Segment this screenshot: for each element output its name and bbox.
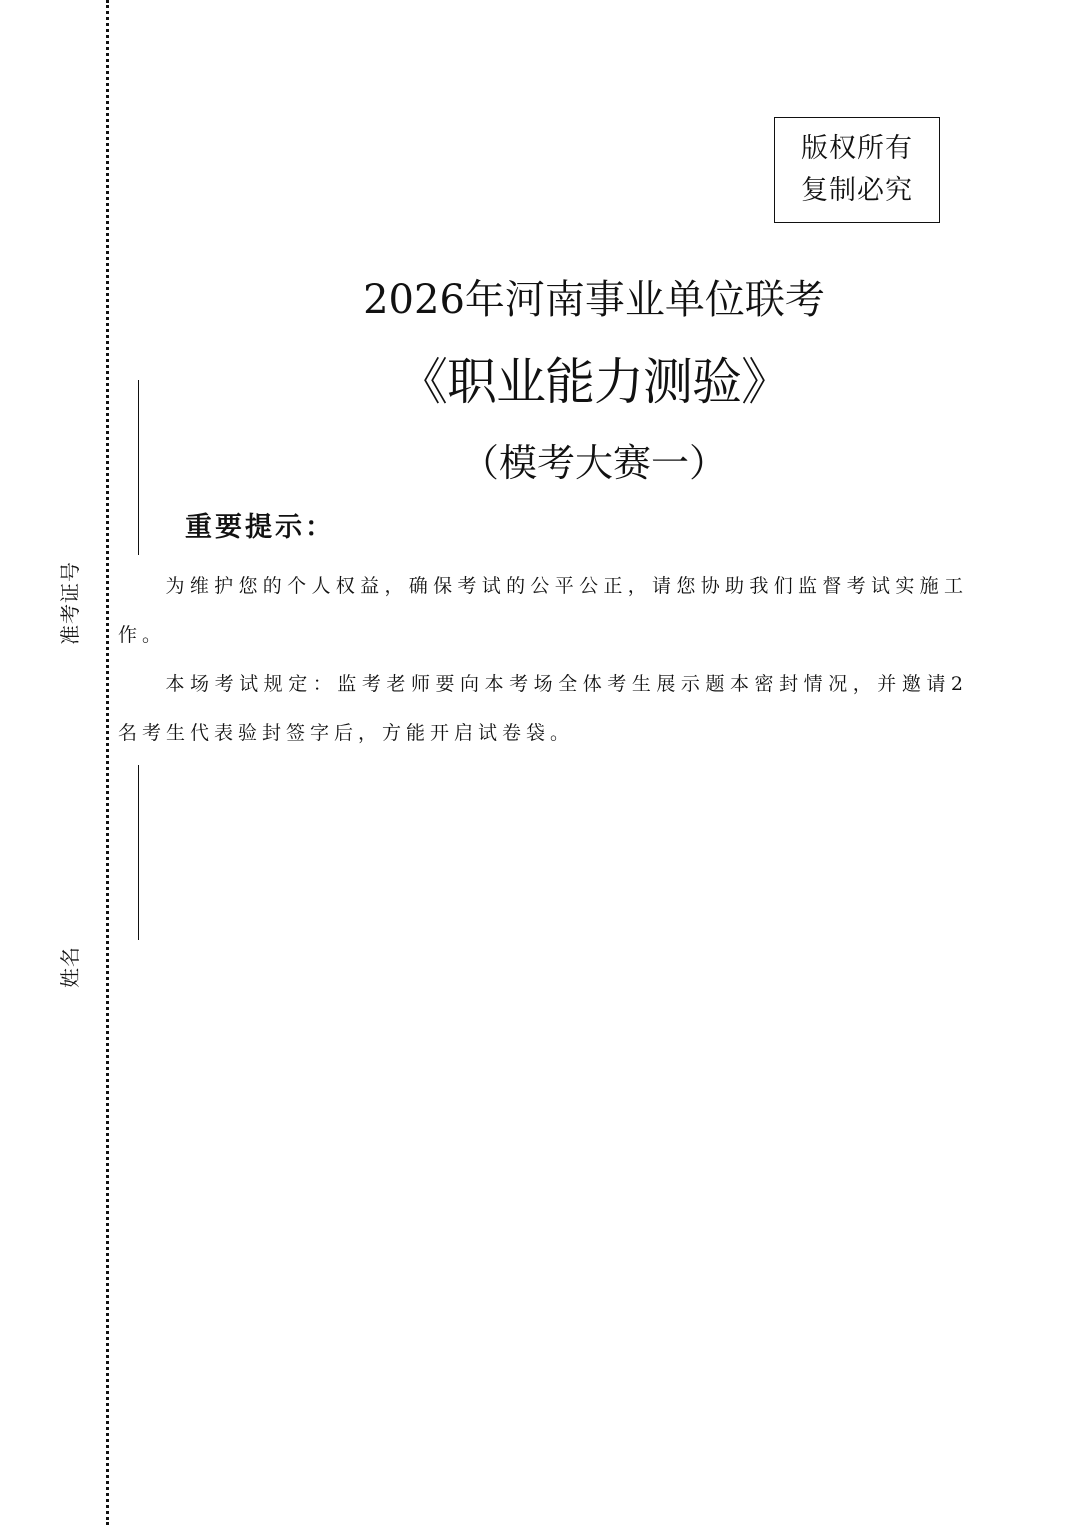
copyright-line-1: 版权所有 <box>801 133 913 164</box>
edition-title: （模考大赛一） <box>460 441 727 485</box>
notice-heading: 重要提示： <box>185 512 335 543</box>
name-label: 姓名 <box>58 946 82 988</box>
subject-title: 《职业能力测验》 <box>398 353 790 411</box>
binding-dotted-line <box>106 0 109 1525</box>
ticket-number-label: 准考证号 <box>58 561 82 645</box>
name-blank <box>138 765 139 940</box>
notice-paragraph-1: 为维护您的个人权益，确保考试的公平公正，请您协助我们监督考试实施工作。 <box>118 575 968 646</box>
copyright-line-2: 复制必究 <box>801 175 913 206</box>
notice-paragraph-2: 本场考试规定：监考老师要向本考场全体考生展示题本密封情况，并邀请2名考生代表验封签字后，方能开启试卷袋。 <box>118 673 968 744</box>
exam-title: 2026年河南事业单位联考 <box>363 277 825 323</box>
copyright-notice <box>774 117 940 223</box>
